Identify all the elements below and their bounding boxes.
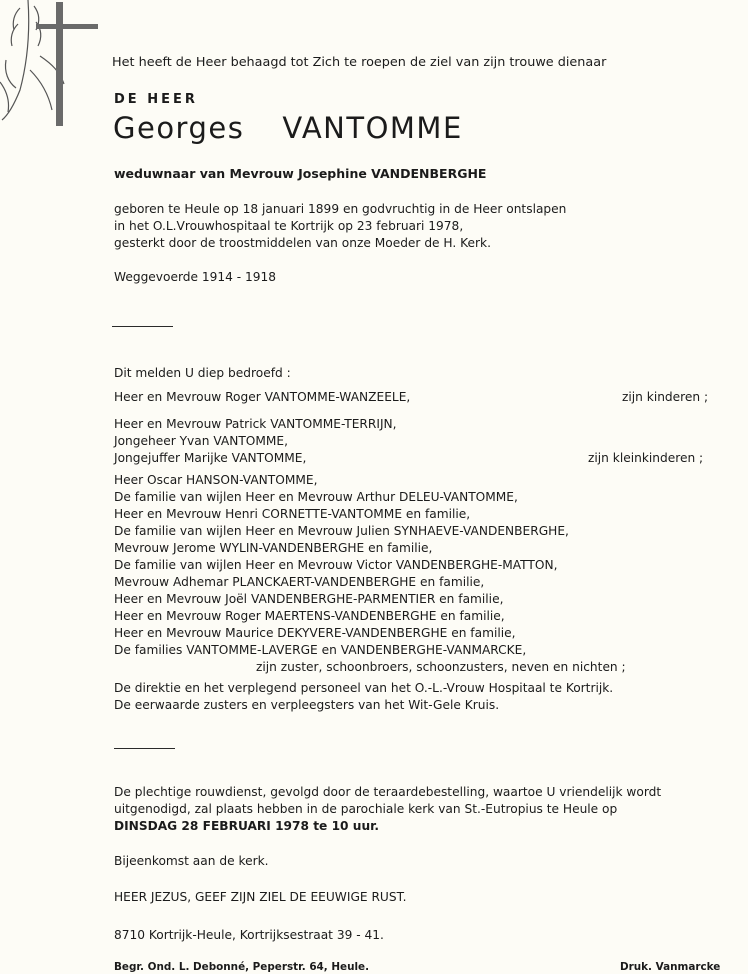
relative-line: Mevrouw Jerome WYLIN-VANDENBERGHE en familie, (114, 541, 433, 555)
prayer-line: HEER JEZUS, GEEF ZIJN ZIEL DE EEUWIGE RUST. (114, 890, 407, 904)
service-line: De plechtige rouwdienst, gevolgd door de teraardebestelling, waartoe U vriendelijk wordt (114, 785, 662, 799)
grandchild-line: Jongejuffer Marijke VANTOMME, (114, 451, 307, 465)
funeral-home: Begr. Ond. L. Debonné, Peperstr. 64, Heule. (114, 961, 370, 973)
relative-line: Mevrouw Adhemar PLANCKAERT-VANDENBERGHE en familie, (114, 575, 485, 589)
grandchild-line: Jongeheer Yvan VANTOMME, (114, 434, 288, 448)
child-line: Heer en Mevrouw Roger VANTOMME-WANZEELE, (114, 390, 411, 404)
divider (114, 748, 175, 749)
deceased-name (113, 111, 463, 145)
announce-intro: Dit melden U diep bedroefd : (114, 366, 291, 380)
birth-line: in het O.L.Vrouwhospitaal te Kortrijk op 23 februari 1978, (114, 219, 464, 233)
relative-line: De familie van wijlen Heer en Mevrouw Julien SYNHAEVE-VANDENBERGHE, (114, 524, 569, 538)
divider (112, 326, 173, 327)
relation-grandchildren: zijn kleinkinderen ; (588, 451, 704, 465)
wheat-icon (0, 0, 64, 120)
relative-line: Heer en Mevrouw Joël VANDENBERGHE-PARMENTIER en familie, (114, 592, 504, 606)
institution-line: De eerwaarde zusters en verpleegsters van het Wit-Gele Kruis. (114, 698, 500, 712)
cross-icon (36, 2, 98, 126)
relative-line: Heer en Mevrouw Henri CORNETTE-VANTOMME en familie, (114, 507, 471, 521)
grandchild-line: Heer en Mevrouw Patrick VANTOMME-TERRIJN, (114, 417, 397, 431)
first-name: Georges (113, 111, 245, 145)
birth-line: gesterkt door de troostmiddelen van onze Moeder de H. Kerk. (114, 236, 491, 250)
relative-line: De familie van wijlen Heer en Mevrouw Victor VANDENBERGHE-MATTON, (114, 558, 558, 572)
war-line: Weggevoerde 1914 - 1918 (114, 270, 277, 284)
printer: Druk. Vanmarcke (620, 961, 721, 973)
birth-block (114, 201, 566, 252)
relative-line: Heer en Mevrouw Maurice DEKYVERE-VANDENBERGHE en familie, (114, 626, 516, 640)
title-prefix: DE HEER (114, 92, 198, 107)
institution-line: De direktie en het verplegend personeel van het O.-L.-Vrouw Hospitaal te Kortrijk. (114, 681, 614, 695)
cross-wheat-emblem (0, 0, 100, 130)
service-date: DINSDAG 28 FEBRUARI 1978 te 10 uur. (114, 819, 380, 833)
relative-line: Heer en Mevrouw Roger MAERTENS-VANDENBERGHE en familie, (114, 609, 505, 623)
relative-line: De familie van wijlen Heer en Mevrouw Arthur DELEU-VANTOMME, (114, 490, 518, 504)
relation-relatives: zijn zuster, schoonbroers, schoonzusters, neven en nichten ; (256, 660, 626, 674)
widower-line: weduwnaar van Mevrouw Josephine VANDENBERGHE (114, 166, 487, 181)
birth-line: geboren te Heule op 18 januari 1899 en godvruchtig in de Heer ontslapen (114, 202, 567, 216)
relation-children: zijn kinderen ; (622, 390, 709, 404)
intro-text: Het heeft de Heer behaagd tot Zich te roepen de ziel van zijn trouwe dienaar (112, 55, 607, 70)
address-line: 8710 Kortrijk-Heule, Kortrijksestraat 39 - 41. (114, 928, 384, 942)
last-name: VANTOMME (282, 111, 463, 145)
service-line: uitgenodigd, zal plaats hebben in de parochiale kerk van St.-Eutropius te Heule op (114, 802, 618, 816)
relative-line: De families VANTOMME-LAVERGE en VANDENBERGHE-VANMARCKE, (114, 643, 527, 657)
gathering-line: Bijeenkomst aan de kerk. (114, 854, 269, 868)
relative-line: Heer Oscar HANSON-VANTOMME, (114, 473, 318, 487)
